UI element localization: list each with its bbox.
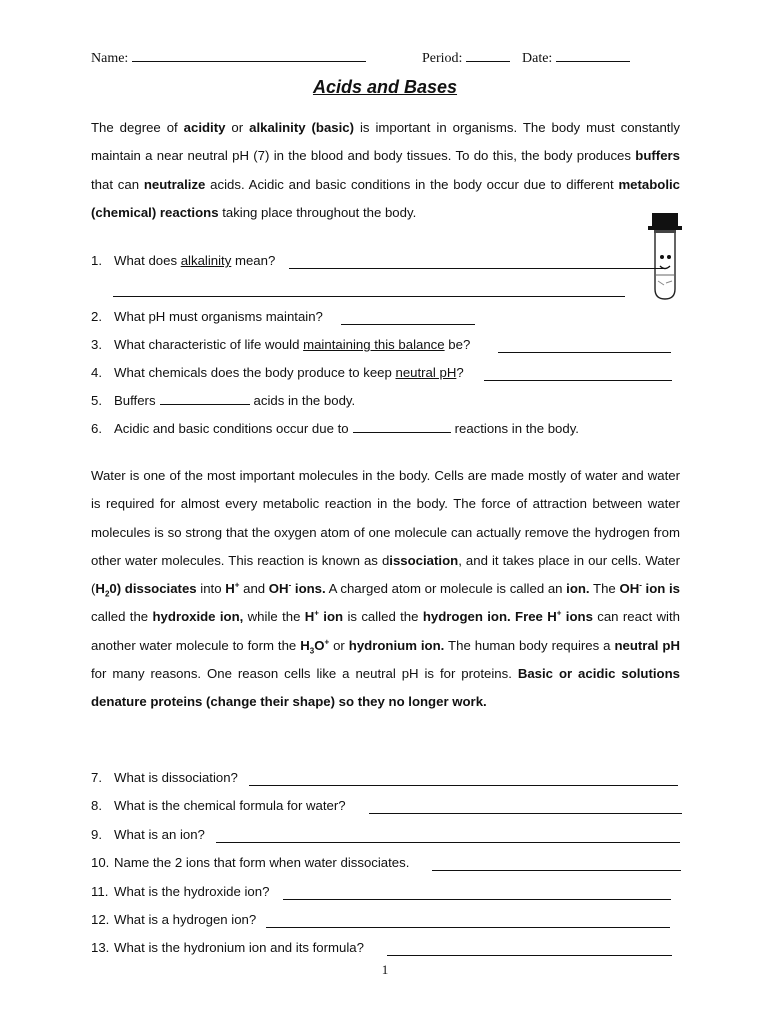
question-number: 8. xyxy=(91,798,102,813)
question-number: 12. xyxy=(91,912,110,927)
name-field xyxy=(91,47,366,67)
answer-line-8[interactable] xyxy=(369,813,682,814)
question-7 xyxy=(91,769,238,787)
answer-line-5[interactable] xyxy=(160,392,250,405)
water-bold: issociation xyxy=(389,552,459,568)
question-5 xyxy=(91,392,355,410)
water-bold: hydrogen ion. Free H+ ions xyxy=(422,609,593,625)
intro-bold: neutralize xyxy=(143,176,206,192)
water-text: or xyxy=(329,637,349,653)
question-8 xyxy=(91,797,346,815)
question-text: ? xyxy=(456,365,464,380)
water-bold: $H_3O^+$ xyxy=(300,637,330,656)
water-bold: ion. xyxy=(566,581,590,597)
answer-line-3[interactable] xyxy=(498,352,671,353)
question-underlined: maintaining this balance xyxy=(303,337,445,352)
water-text: can react with another water molecule to form the xyxy=(91,609,680,653)
period-blank[interactable] xyxy=(466,47,510,62)
water-text: The xyxy=(589,581,620,597)
answer-line-2[interactable] xyxy=(341,324,475,325)
water-bold: OH- ion is xyxy=(619,580,680,597)
question-text: What is dissociation? xyxy=(114,770,238,785)
question-1 xyxy=(91,252,275,270)
water-text: called the xyxy=(91,609,153,625)
question-number: 11. xyxy=(91,884,109,899)
intro-text: The degree of xyxy=(91,120,184,135)
water-text: The human body requires a xyxy=(444,637,615,653)
water-text: and xyxy=(239,581,269,597)
question-text: acids in the body. xyxy=(253,393,356,408)
question-text: Name the 2 ions that form when water dissociates. xyxy=(114,855,410,870)
page-number: 1 xyxy=(381,962,389,977)
question-text: What is an ion? xyxy=(114,827,205,842)
test-tube-with-top-hat-icon xyxy=(646,211,686,303)
intro-text: is important in organisms. The body must constantly maintain a near neutral pH (7) in the blood and body tissues. To do this, the body produces xyxy=(91,120,680,164)
name-blank[interactable] xyxy=(132,47,366,62)
water-text: into xyxy=(196,581,226,597)
water-text: Water is one of the most important molecules in the body. Cells are made mostly of water and water is required for almost every metabolic reaction in the body. The force of attraction between water molecules is so strong that the oxygen atom of one molecule can actually remove the hydrogen from other water molecules. This reaction is known as d xyxy=(91,468,680,568)
water-bold: Basic or acidic solutions denature proteins (change their shape) so they no longer work. xyxy=(91,666,680,710)
water-paragraph xyxy=(91,462,680,717)
answer-line-1a[interactable] xyxy=(289,268,665,269)
period-field xyxy=(422,47,510,67)
question-number: 9. xyxy=(91,827,102,842)
question-text: What is a hydrogen ion? xyxy=(114,912,257,927)
page-title: Acids and Bases xyxy=(312,77,458,97)
intro-text: acids. Acidic and basic conditions in the body occur due to different xyxy=(205,176,619,192)
water-text: for many reasons. One reason cells like a neutral pH is for proteins. xyxy=(91,666,518,682)
water-bold: hydroxide ion, xyxy=(152,609,244,625)
question-text: mean? xyxy=(231,253,276,268)
question-underlined: neutral pH xyxy=(395,365,457,380)
intro-bold: acidity xyxy=(183,120,226,135)
intro-text: or xyxy=(225,120,250,135)
intro-paragraph xyxy=(91,114,680,227)
answer-line-1b[interactable] xyxy=(113,296,625,297)
question-number: 3. xyxy=(91,337,102,352)
question-number: 1. xyxy=(91,253,102,268)
intro-bold: metabolic (chemical) reactions xyxy=(91,176,680,220)
water-text: A charged atom or molecule is called an xyxy=(325,581,567,597)
answer-line-7[interactable] xyxy=(249,785,678,786)
date-label: Date: xyxy=(522,51,553,66)
water-bold: H+ ion xyxy=(304,609,344,625)
water-bold: OH- ions. xyxy=(268,580,326,597)
question-number: 4. xyxy=(91,365,102,380)
question-number: 10. xyxy=(91,855,110,870)
question-text: What characteristic of life would xyxy=(114,337,304,352)
question-12 xyxy=(91,911,256,929)
question-10 xyxy=(91,854,409,872)
question-number: 2. xyxy=(91,309,102,324)
question-text: be? xyxy=(444,337,471,352)
date-blank[interactable] xyxy=(556,47,630,62)
answer-line-13[interactable] xyxy=(387,955,672,956)
water-text: , and it takes place in our cells. Water ( xyxy=(91,552,680,597)
answer-line-4[interactable] xyxy=(484,380,672,381)
question-text: reactions in the body. xyxy=(454,421,579,436)
question-number: 13. xyxy=(91,940,110,955)
water-bold: H+ xyxy=(225,580,240,597)
question-underlined: alkalinity xyxy=(180,253,232,268)
answer-line-9[interactable] xyxy=(216,842,680,843)
date-field xyxy=(522,47,630,67)
water-text: while the xyxy=(243,609,305,625)
question-text: What chemicals does the body produce to keep xyxy=(114,365,396,380)
intro-bold: buffers xyxy=(635,148,680,164)
name-label: Name: xyxy=(91,51,129,66)
answer-line-11[interactable] xyxy=(283,899,671,900)
intro-bold: alkalinity (basic) xyxy=(249,120,355,135)
question-text: What does xyxy=(114,253,181,268)
question-text: What is the chemical formula for water? xyxy=(114,798,346,813)
question-6 xyxy=(91,420,579,438)
period-label: Period: xyxy=(422,51,463,66)
question-3 xyxy=(91,336,470,354)
answer-line-6[interactable] xyxy=(353,420,451,433)
question-text: What is the hydroxide ion? xyxy=(114,884,270,899)
water-text: is called the xyxy=(343,609,423,625)
question-text: Buffers xyxy=(114,393,156,408)
question-number: 7. xyxy=(91,770,102,785)
intro-text: taking place throughout the body. xyxy=(218,204,417,220)
question-text: What pH must organisms maintain? xyxy=(114,309,323,324)
intro-text: that can xyxy=(91,176,144,192)
answer-line-10[interactable] xyxy=(432,870,681,871)
water-bold: $H_20$) dissociates xyxy=(95,581,197,599)
water-bold: hydronium ion. xyxy=(348,637,445,653)
question-2 xyxy=(91,308,323,326)
question-11 xyxy=(91,883,269,901)
answer-line-12[interactable] xyxy=(266,927,670,928)
question-4 xyxy=(91,364,464,382)
question-text: What is the hydronium ion and its formula? xyxy=(114,940,364,955)
question-13 xyxy=(91,939,364,957)
question-number: 5. xyxy=(91,393,102,408)
question-9 xyxy=(91,826,205,844)
water-bold: neutral pH xyxy=(614,637,680,653)
question-number: 6. xyxy=(91,421,102,436)
question-text: Acidic and basic conditions occur due to xyxy=(114,421,349,436)
